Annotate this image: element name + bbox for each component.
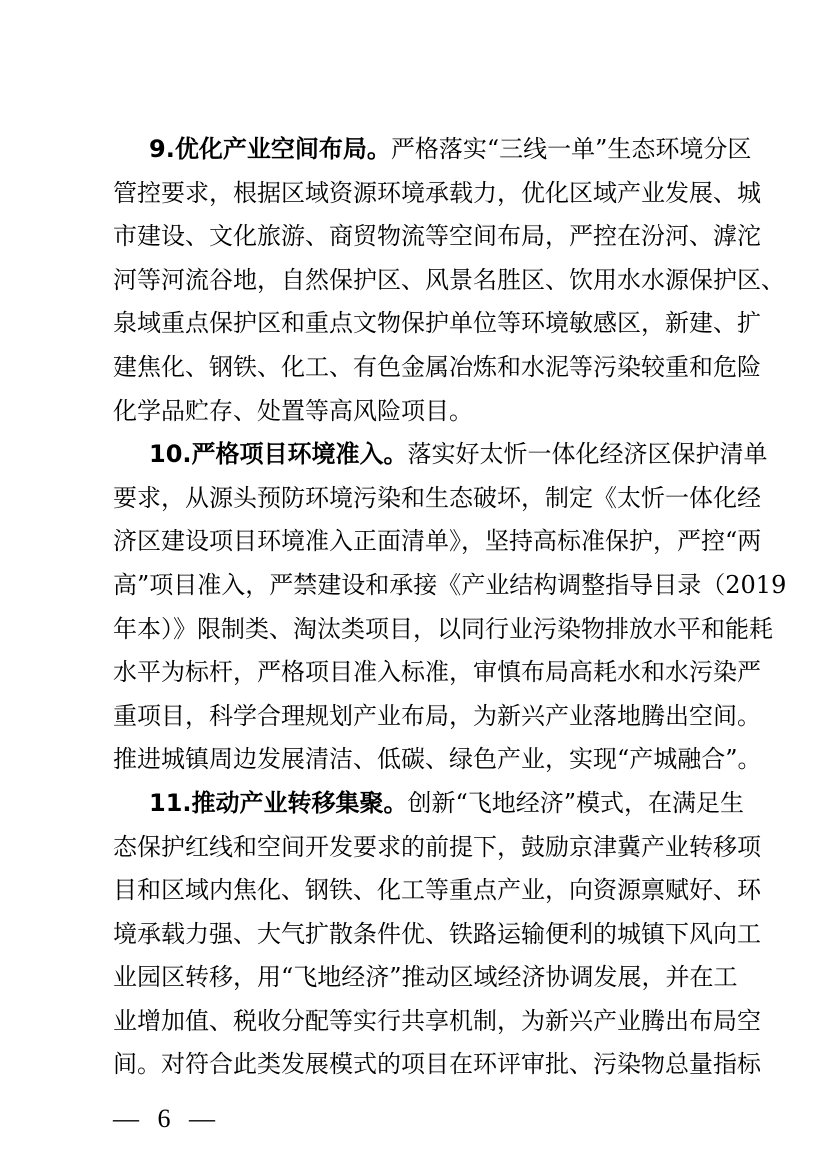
paragraph-11-text: 创新“飞地经济”模式，在满足生 bbox=[407, 788, 745, 817]
paragraph-11-line-7: 间。对符合此类发展模式的项目在环评审批、污染物总量指标 bbox=[113, 1050, 761, 1079]
paragraph-11-line-4: 境承载力强、大气扩散条件优、铁路运输便利的城镇下风向工 bbox=[113, 919, 761, 948]
paragraph-10-line-7: 重项目，科学合理规划产业布局，为新兴产业落地腾出空间。 bbox=[113, 701, 761, 730]
paragraph-10-line-3: 济区建设项目环境准入正面清单》，坚持高标准保护，严控“两 bbox=[113, 527, 762, 556]
paragraph-10-text: 落实好太忻一体化经济区保护清单 bbox=[407, 440, 768, 469]
paragraph-11-line-1 bbox=[113, 782, 745, 826]
paragraph-10-line-6: 水平为标杆，严格项目准入标准，审慎布局高耗水和水污染严 bbox=[113, 658, 761, 687]
paragraph-11-line-3: 目和区域内焦化、钢铁、化工等重点产业，向资源禀赋好、环 bbox=[113, 876, 761, 905]
paragraph-9-text: 严格落实“三线一单”生态环境分区 bbox=[390, 135, 752, 163]
paragraph-9-line-3: 市建设、文化旅游、商贸物流等空间布局，严控在汾河、滹沱 bbox=[113, 222, 761, 251]
paragraph-9-line-5: 泉域重点保护区和重点文物保护单位等环境敏感区，新建、扩 bbox=[113, 309, 761, 338]
paragraph-10-line-8: 推进城镇周边发展清洁、低碳、绿色产业，实现“产城融合”。 bbox=[113, 745, 762, 774]
paragraph-9-line-4: 河等河流谷地，自然保护区、风景名胜区、饮用水水源保护区、 bbox=[113, 265, 785, 294]
paragraph-9-heading: 9.优化产业空间布局。 bbox=[149, 135, 391, 163]
paragraph-10-line-5: 年本）》限制类、淘汰类项目，以同行业污染物排放水平和能耗 bbox=[113, 614, 773, 643]
paragraph-10-line-1 bbox=[113, 433, 768, 477]
page-number: — 6 — bbox=[113, 1104, 221, 1133]
document-body bbox=[113, 128, 787, 1087]
paragraph-9-line-2: 管控要求，根据区域资源环境承载力，优化区域产业发展、城 bbox=[113, 178, 761, 207]
paragraph-11-line-2: 态保护红线和空间开发要求的前提下，鼓励京津冀产业转移项 bbox=[113, 832, 761, 861]
paragraph-11-line-6: 业增加值、税收分配等实行共享机制，为新兴产业腾出布局空 bbox=[113, 1006, 761, 1035]
paragraph-9-line-7: 化学品贮存、处置等高风险项目。 bbox=[113, 396, 473, 425]
paragraph-9-line-1 bbox=[113, 128, 752, 172]
paragraph-10-line-2: 要求，从源头预防环境污染和生态破坏，制定《太忻一体化经 bbox=[113, 483, 761, 512]
paragraph-10-heading: 10.严格项目环境准入。 bbox=[149, 440, 408, 469]
paragraph-11-heading: 11.推动产业转移集聚。 bbox=[149, 788, 408, 817]
paragraph-9-line-6: 建焦化、钢铁、化工、有色金属冶炼和水泥等污染较重和危险 bbox=[113, 352, 761, 381]
paragraph-11-line-5: 业园区转移，用“飞地经济”推动区域经济协调发展，并在工 bbox=[113, 963, 738, 992]
paragraph-10-line-4: 高”项目准入，严禁建设和承接《产业结构调整指导目录（2019 bbox=[113, 570, 787, 599]
